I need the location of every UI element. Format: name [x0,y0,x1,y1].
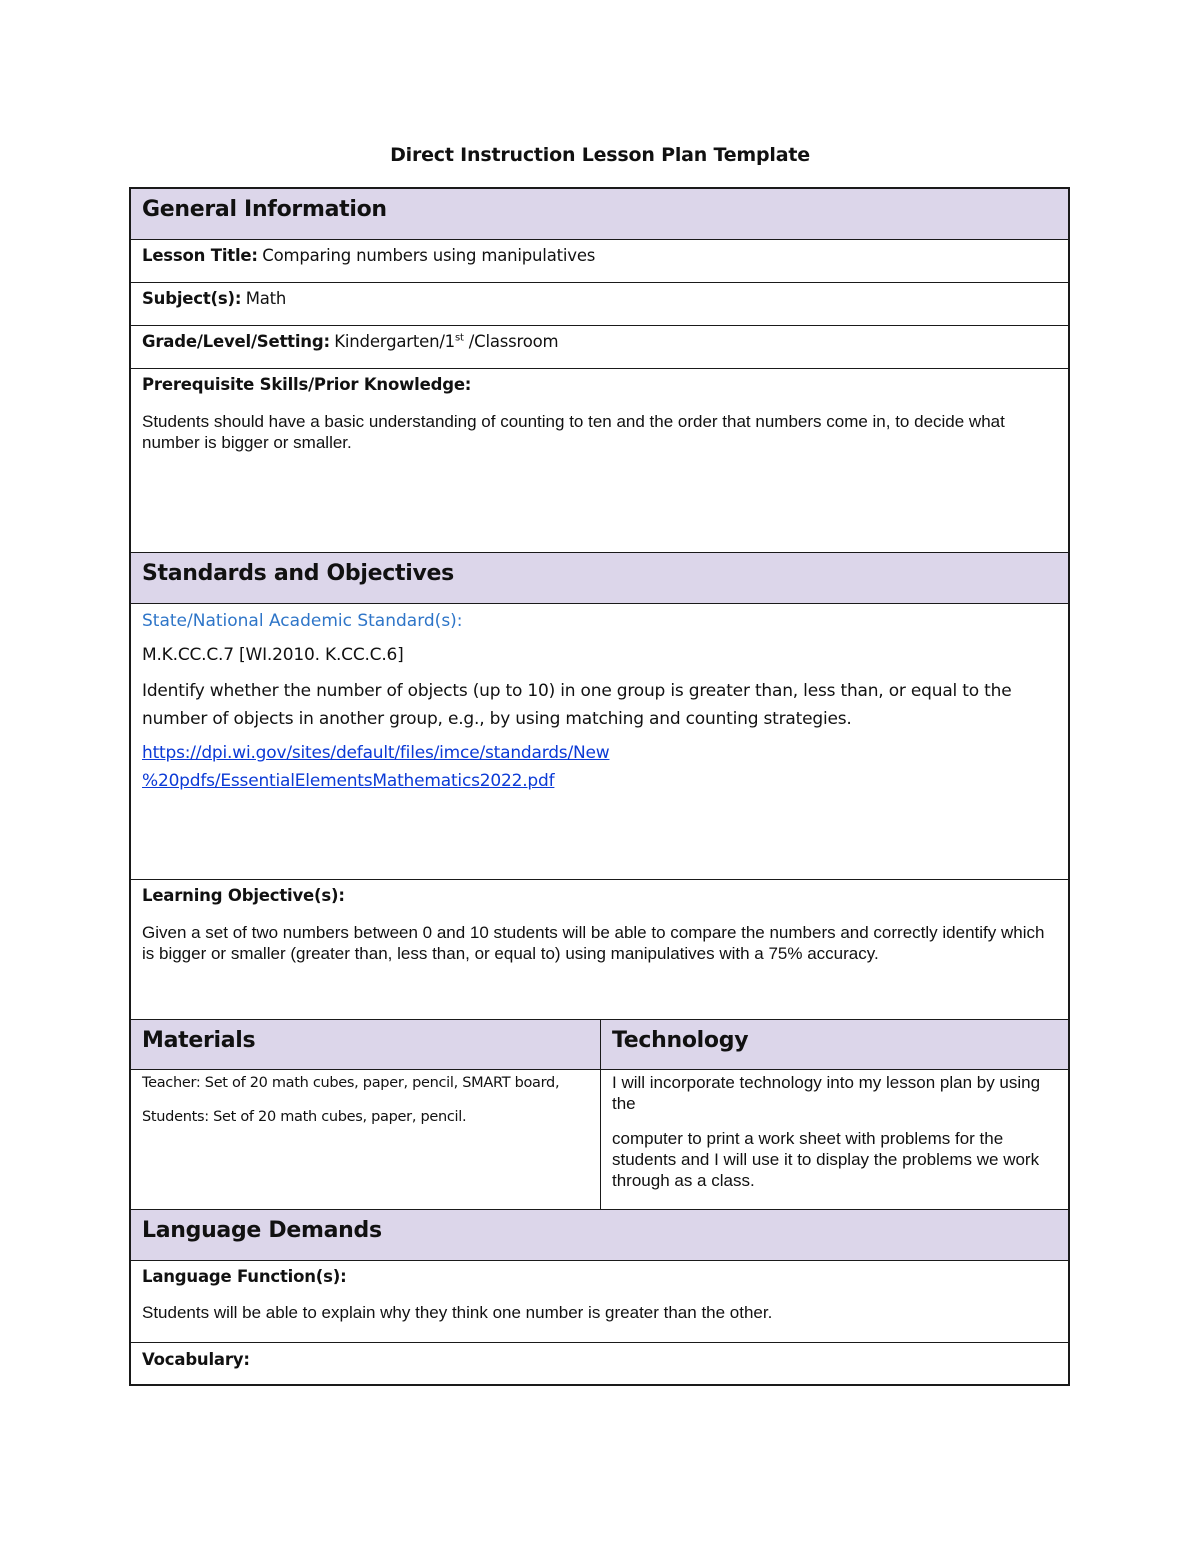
subject-row [131,283,1068,326]
grade-row [131,326,1068,369]
technology-para1: I will incorporate technology into my lesson plan by using the [612,1073,1041,1113]
grade-label: Grade/Level/Setting: [142,332,330,351]
technology-para2: computer to print a work sheet with problems for the students and I will use it to display the problems we work through as a class. [612,1129,1040,1190]
language-function-label: Language Function(s): [142,1267,347,1286]
materials-students: Students: Set of 20 math cubes, paper, pencil. [142,1109,467,1125]
vocabulary-label: Vocabulary: [142,1350,250,1369]
standards-heading: Standards and Objectives [131,553,1068,604]
language-function-text: Students will be able to explain why they think one number is greater than the other. [142,1303,773,1322]
materials-teacher: Teacher: Set of 20 math cubes, paper, pencil, SMART board, [142,1075,560,1091]
standard-link-line1[interactable]: https://dpi.wi.gov/sites/default/files/imce/standards/New [142,743,610,763]
prerequisite-row [131,369,1068,553]
objective-row [131,880,1068,1020]
prerequisite-text: Students should have a basic understanding of counting to ten and the order that numbers come in, to decide what number is bigger or smaller. [142,412,1005,452]
subject-label: Subject(s): [142,289,242,308]
language-function-row [131,1261,1068,1343]
standard-code: M.K.CC.C.7 [WI.2010. K.CC.C.6] [142,645,404,665]
materials-heading: Materials [131,1020,601,1069]
technology-cell [601,1070,1068,1209]
grade-value-prefix: Kindergarten/1 [334,332,455,351]
lesson-title-label: Lesson Title: [142,246,258,265]
standard-link-line2[interactable]: %20pdfs/EssentialElementsMathematics2022.pdf [142,771,555,791]
grade-value-sup: st [454,332,464,344]
lesson-title-value: Comparing numbers using manipulatives [262,246,596,265]
vocabulary-row [131,1343,1068,1384]
general-information-heading: General Information [131,189,1068,240]
materials-cell [131,1070,601,1209]
materials-technology-row [131,1070,1068,1210]
subject-value: Math [245,289,287,308]
grade-value-suffix: /Classroom [463,332,559,351]
standard-text: Identify whether the number of objects (up to 10) in one group is greater than, less than, or equal to the number of objects in another group, e.g., by using matching and counting strategies. [142,681,1012,729]
language-demands-heading: Language Demands [131,1210,1068,1261]
lesson-plan-table [129,187,1070,1386]
lesson-title-row [131,240,1068,283]
technology-heading: Technology [601,1020,1068,1069]
grade-value [334,332,558,351]
prerequisite-label: Prerequisite Skills/Prior Knowledge: [142,375,472,394]
objective-text: Given a set of two numbers between 0 and 10 students will be able to compare the numbers and correctly identify which is bigger or smaller (greater than, less than, or equal to) using manipulatives with a 75% accuracy. [142,923,1045,963]
objective-label: Learning Objective(s): [142,886,345,905]
materials-technology-heading-row [131,1020,1068,1070]
standards-row [131,604,1068,880]
document-title: Direct Instruction Lesson Plan Template [390,144,810,166]
standard-label: State/National Academic Standard(s): [142,611,463,631]
